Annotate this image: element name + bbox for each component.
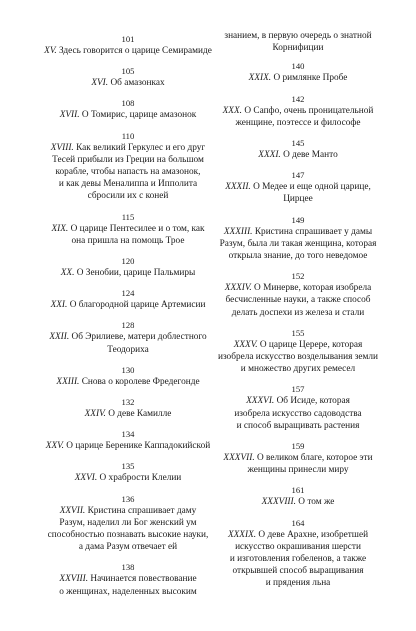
entry-text: способностью познавать высокие науки, bbox=[47, 530, 209, 541]
entry-line bbox=[34, 586, 222, 598]
entry-line bbox=[34, 77, 222, 89]
chapter-numeral: XXIX. bbox=[248, 73, 272, 84]
entry-line bbox=[34, 154, 222, 166]
entry-text: О деве Манто bbox=[283, 150, 338, 161]
entry-text: О римлянке Пробе bbox=[273, 73, 348, 84]
page-number: 157 bbox=[291, 384, 305, 395]
entry-text: знанием, в первую очередь о знатной bbox=[224, 31, 372, 41]
chapter-numeral: XXIV. bbox=[84, 409, 106, 420]
entry-line bbox=[210, 294, 386, 306]
entry-text: О царице Пентесилее и о том, как bbox=[70, 223, 205, 234]
entry-line bbox=[210, 496, 386, 508]
entry-text: открыла знание, до того неведомое bbox=[228, 251, 368, 262]
entry-line bbox=[210, 363, 386, 375]
entry-line bbox=[210, 42, 386, 54]
entry-text: искусство окрашивания шерсти bbox=[235, 541, 361, 552]
entry-text: женщины принесли миру bbox=[247, 465, 349, 476]
entry-line bbox=[34, 541, 222, 553]
chapter-numeral: XXXVII. bbox=[223, 453, 255, 464]
chapter-numeral: XXVII. bbox=[59, 505, 86, 516]
entry-line bbox=[34, 45, 222, 57]
entry-line bbox=[210, 105, 386, 117]
page-number: 136 bbox=[121, 493, 135, 504]
entry-line bbox=[34, 299, 222, 311]
chapter-numeral: XXXV. bbox=[233, 339, 258, 350]
chapter-numeral: XXXIII. bbox=[223, 226, 253, 237]
entry-line bbox=[210, 464, 386, 476]
entry-line bbox=[210, 339, 386, 351]
page-number: 135 bbox=[121, 461, 135, 472]
page-number: 130 bbox=[121, 364, 135, 375]
entry-text: Кристина спрашивает даму bbox=[87, 505, 197, 516]
toc-entry bbox=[34, 98, 222, 121]
toc-entry bbox=[210, 384, 386, 432]
entry-line bbox=[210, 577, 386, 589]
toc-entry bbox=[210, 441, 386, 476]
chapter-numeral: XXV. bbox=[45, 441, 64, 452]
entry-text: делать доспехи из железа и стали bbox=[231, 307, 365, 318]
entry-line bbox=[210, 250, 386, 262]
toc-entry bbox=[210, 485, 386, 508]
entry-line bbox=[34, 109, 222, 121]
page-number: 128 bbox=[121, 320, 135, 331]
entry-text: О благородной царице Артемисии bbox=[69, 300, 206, 311]
entry-text: О Медее и еще одной царице, bbox=[253, 182, 371, 193]
page-number: 140 bbox=[291, 61, 305, 72]
entry-text: Об Исиде, которая bbox=[276, 396, 350, 407]
entry-text: она пришла на помощь Трое bbox=[71, 235, 185, 246]
entry-line bbox=[210, 351, 386, 363]
entry-line bbox=[210, 565, 386, 577]
page-number: 164 bbox=[291, 517, 305, 528]
entry-text: сбросили их с коней bbox=[87, 191, 169, 202]
entry-line bbox=[210, 30, 386, 42]
chapter-numeral: XXI. bbox=[50, 300, 68, 311]
entry-line bbox=[34, 190, 222, 202]
entry-line bbox=[210, 452, 386, 464]
entry-text: изобрела искусство возделывания земли bbox=[217, 352, 379, 363]
entry-text: Разум, наделил ли Бог женский ум bbox=[59, 517, 197, 528]
page-number: 138 bbox=[121, 562, 135, 573]
chapter-numeral: XXXVI. bbox=[246, 396, 275, 407]
entry-text: и изготовления гобеленов, а также bbox=[229, 554, 367, 565]
chapter-numeral: XVI. bbox=[91, 78, 109, 89]
entry-line bbox=[34, 408, 222, 420]
entry-text: изобрела искусство садоводства bbox=[234, 408, 362, 419]
chapter-numeral: XXXI. bbox=[258, 150, 281, 161]
entry-line bbox=[210, 408, 386, 420]
chapter-numeral: XXVI. bbox=[74, 473, 98, 484]
chapter-numeral: XX. bbox=[60, 268, 75, 279]
entry-line bbox=[34, 344, 222, 356]
page-number: 155 bbox=[291, 327, 305, 338]
toc-entry bbox=[210, 328, 386, 376]
entry-line bbox=[210, 420, 386, 432]
entry-line bbox=[34, 573, 222, 585]
toc-entry bbox=[34, 320, 222, 355]
entry-line bbox=[34, 178, 222, 190]
entry-text: и прядения льна bbox=[265, 578, 331, 589]
toc-entry bbox=[34, 397, 222, 420]
chapter-numeral: XXXVIII. bbox=[261, 497, 296, 508]
entry-text: О деве Арахне, изобретшей bbox=[258, 529, 369, 540]
entry-text: О великом благе, которое эти bbox=[256, 453, 373, 464]
chapter-numeral: XVIII. bbox=[50, 142, 74, 153]
page-number: 149 bbox=[291, 214, 305, 225]
toc-entry bbox=[210, 215, 386, 263]
page-number: 124 bbox=[121, 288, 135, 299]
toc-entry bbox=[34, 131, 222, 203]
chapter-numeral: XXXIV. bbox=[224, 283, 252, 294]
entry-line bbox=[210, 395, 386, 407]
entry-text: корабле, чтобы напасть на амазонок, bbox=[55, 167, 201, 178]
entry-text: и как девы Меналиппа и Ипполита bbox=[58, 179, 198, 190]
entry-line bbox=[34, 331, 222, 343]
page-number: 161 bbox=[291, 485, 305, 496]
entry-text: о женщинах, наделенных высоким bbox=[59, 586, 197, 597]
entry-line bbox=[34, 517, 222, 529]
toc-entry bbox=[34, 66, 222, 89]
entry-line bbox=[210, 72, 386, 84]
entry-text: женщине, поэтессе и философе bbox=[235, 117, 361, 128]
toc-entry bbox=[210, 271, 386, 319]
entry-text: О царице Беренике Каппадокийской bbox=[66, 441, 211, 452]
entry-text: О храбрости Клелии bbox=[99, 473, 182, 484]
entry-line bbox=[34, 235, 222, 247]
entry-text: и способ выращивать растения bbox=[236, 420, 360, 431]
page-number: 159 bbox=[291, 441, 305, 452]
entry-text: Снова о королеве Фредегонде bbox=[81, 376, 200, 387]
entry-text: Цирцее bbox=[283, 194, 313, 205]
page-number: 108 bbox=[121, 98, 135, 109]
entry-line bbox=[34, 505, 222, 517]
page-number: 101 bbox=[121, 34, 135, 44]
entry-line bbox=[210, 282, 386, 294]
toc-entry bbox=[34, 562, 222, 597]
entry-line bbox=[210, 307, 386, 319]
entry-text: Об Эрилиеве, матери доблестного bbox=[71, 332, 207, 343]
entry-text: Здесь говорится о царице Семирамиде bbox=[58, 46, 212, 56]
entry-text: О Минерве, которая изобрела bbox=[254, 283, 372, 294]
page-number: 147 bbox=[291, 170, 305, 181]
toc-entry bbox=[34, 494, 222, 554]
chapter-numeral: XXX. bbox=[222, 105, 242, 116]
page-number: 110 bbox=[121, 130, 135, 141]
toc-entry bbox=[34, 429, 222, 452]
entry-text: О Сапфо, очень проницательной bbox=[244, 105, 374, 116]
toc-column-left bbox=[34, 34, 222, 607]
entry-line bbox=[34, 529, 222, 541]
entry-text: бесчисленные науки, а также способ bbox=[225, 295, 371, 306]
entry-text: Как великий Геркулес и его друг bbox=[76, 142, 206, 153]
entry-line bbox=[34, 223, 222, 235]
toc-entry bbox=[34, 461, 222, 484]
chapter-numeral: XXXII. bbox=[225, 182, 251, 193]
entry-line bbox=[210, 181, 386, 193]
entry-line bbox=[34, 166, 222, 178]
toc-entry bbox=[34, 256, 222, 279]
toc-entry bbox=[34, 34, 222, 57]
entry-text: Об амазонках bbox=[110, 78, 165, 89]
entry-line bbox=[210, 529, 386, 541]
entry-text: О Томирис, царице амазонок bbox=[81, 110, 197, 121]
entry-line bbox=[210, 226, 386, 238]
entry-text: и множество других ремесел bbox=[240, 364, 356, 375]
entry-line bbox=[34, 440, 222, 452]
entry-text: О царице Церере, которая bbox=[259, 339, 363, 350]
toc-entry bbox=[34, 288, 222, 311]
chapter-numeral: XXXIX. bbox=[227, 529, 257, 540]
toc-entry bbox=[210, 138, 386, 161]
toc-entry bbox=[34, 365, 222, 388]
entry-line bbox=[210, 238, 386, 250]
toc-entry bbox=[210, 170, 386, 205]
page-number: 132 bbox=[121, 397, 135, 408]
toc-entry bbox=[210, 518, 386, 590]
page-number: 120 bbox=[121, 256, 135, 267]
entry-text: О том же bbox=[298, 497, 335, 508]
entry-line bbox=[210, 553, 386, 565]
entry-line bbox=[34, 472, 222, 484]
entry-line bbox=[210, 117, 386, 129]
chapter-numeral: XXII. bbox=[49, 332, 70, 343]
page-number: 152 bbox=[291, 271, 305, 282]
entry-text: Корнифиции bbox=[272, 43, 324, 54]
toc-entry bbox=[210, 94, 386, 129]
chapter-numeral: XV. bbox=[44, 46, 57, 56]
entry-text: Кристина спрашивает у дамы bbox=[254, 226, 373, 237]
entry-line bbox=[34, 142, 222, 154]
entry-text: Теодориха bbox=[107, 344, 149, 355]
toc-entry bbox=[210, 61, 386, 84]
chapter-numeral: XIX. bbox=[51, 223, 69, 234]
chapter-numeral: XXVIII. bbox=[59, 574, 89, 585]
entry-line bbox=[210, 193, 386, 205]
chapter-numeral: XXIII. bbox=[56, 376, 80, 387]
entry-text: Разум, была ли такая женщина, которая bbox=[219, 238, 377, 249]
page-number: 134 bbox=[121, 429, 135, 440]
toc-entry bbox=[210, 30, 386, 54]
page-number: 115 bbox=[121, 211, 135, 222]
entry-text: О деве Камилле bbox=[108, 409, 172, 420]
entry-line bbox=[210, 541, 386, 553]
chapter-numeral: XVII. bbox=[59, 110, 80, 121]
entry-text: а дама Разум отвечает ей bbox=[78, 542, 178, 553]
toc-column-right bbox=[210, 30, 386, 599]
entry-text: открывшей способ выращивания bbox=[232, 566, 364, 577]
entry-line bbox=[34, 376, 222, 388]
page-number: 145 bbox=[291, 138, 305, 149]
entry-text: Начинается повествование bbox=[90, 574, 197, 585]
entry-text: О Зенобии, царице Пальмиры bbox=[76, 268, 196, 279]
page-number: 105 bbox=[121, 66, 135, 77]
entry-line bbox=[34, 267, 222, 279]
page-number: 142 bbox=[291, 93, 305, 104]
toc-entry bbox=[34, 212, 222, 247]
entry-text: Тесей прибыли из Греции на большом bbox=[52, 154, 204, 165]
entry-line bbox=[210, 149, 386, 161]
